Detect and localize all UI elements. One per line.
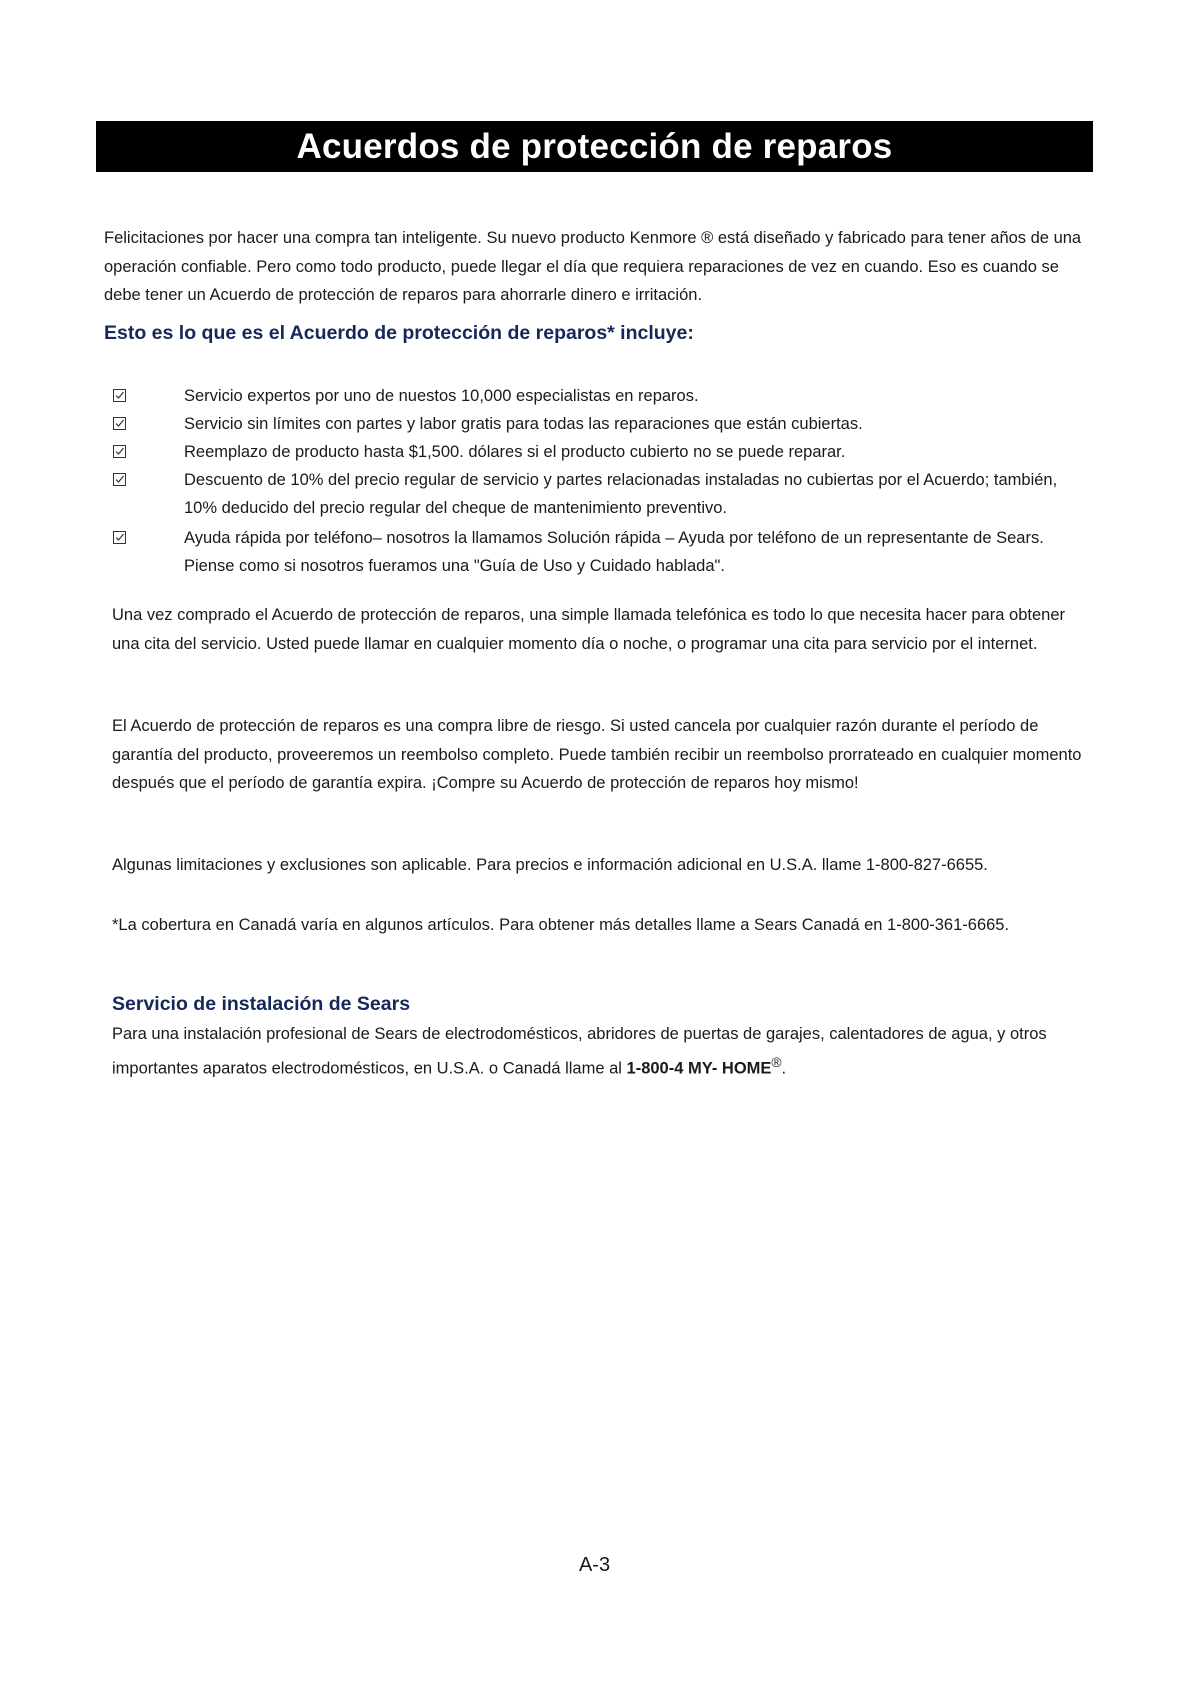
- benefit-text: Servicio sin límites con partes y labor gratis para todas las reparaciones que están cubiertas.: [184, 415, 863, 433]
- checkbox-checked-icon: [113, 473, 126, 486]
- title-banner: [96, 121, 1093, 172]
- page-number: A-3: [578, 1554, 611, 1576]
- checkbox-checked-icon: [113, 531, 126, 544]
- canada-paragraph: *La cobertura en Canadá varía en algunos artículos. Para obtener más detalles llame a Sears Canadá en 1-800-361-6665.: [112, 916, 1010, 934]
- installation-paragraph: [112, 1020, 1102, 1083]
- list-item: [112, 438, 1092, 466]
- checkbox-checked-icon: [113, 445, 126, 458]
- installation-phone: 1-800-4 MY- HOME: [626, 1059, 772, 1077]
- checkbox-checked-icon: [113, 417, 126, 430]
- registered-mark: ®: [771, 1054, 782, 1070]
- page-title: Acuerdos de protección de reparos: [296, 126, 893, 166]
- list-item: [112, 410, 1092, 438]
- risk-free-paragraph: El Acuerdo de protección de reparos es una compra libre de riesgo. Si usted cancela por cualquier razón durante el período de garantía del producto, proveeremos un reembolso completo. Puede también recibir un reembolso prorrateado en cualquier momento después que el período de garantía expira. ¡Compre su Acuerdo de protección de reparos hoy mismo!: [112, 717, 1082, 792]
- list-item: [112, 524, 1092, 580]
- installation-end: .: [781, 1059, 787, 1077]
- installation-text: Para una instalación profesional de Sears de electrodomésticos, abridores de puertas de garajes, calentadores de agua, y otros importantes aparatos electrodomésticos, en U.S.A. o Canadá llame al: [112, 1025, 1047, 1077]
- benefit-text: Reemplazo de producto hasta $1,500. dólares si el producto cubierto no se puede reparar.: [184, 443, 846, 461]
- service-call-paragraph: Una vez comprado el Acuerdo de protección de reparos, una simple llamada telefónica es todo lo que necesita hacer para obtener una cita del servicio. Usted puede llamar en cualquier momento día o noche, o programar una cita para servicio por el internet.: [112, 606, 1066, 653]
- benefit-text: Descuento de 10% del precio regular de servicio y partes relacionadas instaladas no cubiertas por el Acuerdo; también, 10% deducido del precio regular del cheque de mantenimiento preventivo.: [184, 471, 1058, 517]
- limitations-paragraph: Algunas limitaciones y exclusiones son aplicable. Para precios e información adicional en U.S.A. llame 1-800-827-6655.: [112, 856, 988, 874]
- includes-heading: Esto es lo que es el Acuerdo de protección de reparos* incluye:: [104, 322, 694, 344]
- list-item: [112, 466, 1092, 522]
- benefits-list: [112, 382, 1092, 580]
- benefit-text: Servicio expertos por uno de nuestos 10,000 especialistas en reparos.: [184, 387, 699, 405]
- intro-paragraph: Felicitaciones por hacer una compra tan inteligente. Su nuevo producto Kenmore ® está diseñado y fabricado para tener años de una operación confiable. Pero como todo producto, puede llegar el día que requiera reparaciones de vez en cuando. Eso es cuando se debe tener un Acuerdo de protección de reparos para ahorrarle dinero e irritación.: [104, 229, 1082, 304]
- list-item: [112, 382, 1092, 410]
- checkbox-checked-icon: [113, 389, 126, 402]
- benefit-text: Ayuda rápida por teléfono– nosotros la llamamos Solución rápida – Ayuda por teléfono de un representante de Sears. Piense como si nosotros fueramos una "Guía de Uso y Cuidado hablada".: [184, 529, 1044, 575]
- installation-heading: Servicio de instalación de Sears: [112, 993, 411, 1015]
